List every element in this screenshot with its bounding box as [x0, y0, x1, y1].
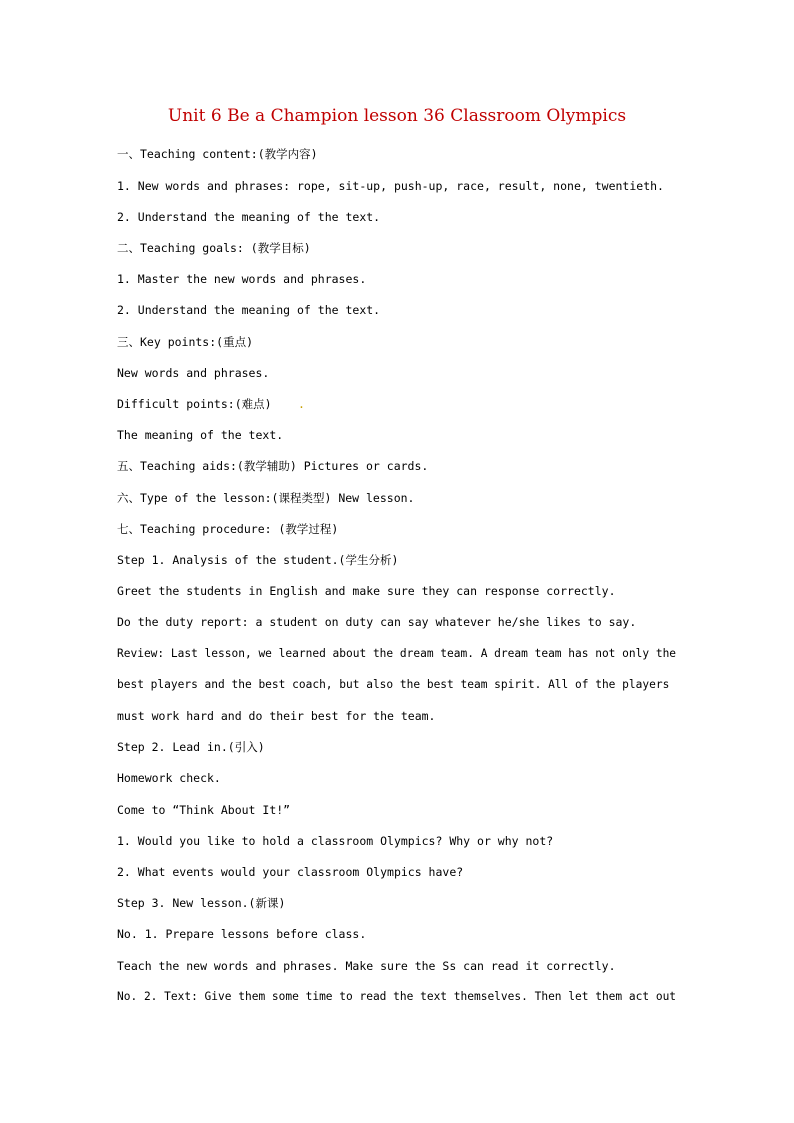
step-heading: Step 3. New lesson.(新课) [117, 896, 286, 910]
decorative-dot: . [298, 397, 305, 411]
section-heading: 七、Teaching procedure: (教学过程) [117, 522, 339, 536]
section-heading: 六、Type of the lesson:(课程类型) New lesson. [117, 491, 415, 505]
section-heading: 五、Teaching aids:(教学辅助) Pictures or cards. [117, 459, 429, 473]
text-line: No. 1. Prepare lessons before class. [117, 927, 367, 941]
text-line: No. 2. Text: Give them some time to read the text themselves. Then let them act out [117, 990, 677, 1003]
text-line: New words and phrases. [117, 366, 270, 380]
section-heading: Difficult points:(难点) [117, 397, 272, 411]
text-line: best players and the best coach, but also the best team spirit. All of the players [117, 678, 670, 691]
text-line: Greet the students in English and make sure they can response correctly. [117, 584, 616, 598]
text-line: Homework check. [117, 771, 221, 785]
step-heading: Step 1. Analysis of the student.(学生分析) [117, 553, 399, 567]
text-line: 1. Would you like to hold a classroom Olympics? Why or why not? [117, 834, 554, 848]
text-line: Come to “Think About It!” [117, 803, 291, 817]
text-line: Teach the new words and phrases. Make sure the Ss can read it correctly. [117, 959, 616, 973]
text-line: 1. New words and phrases: rope, sit-up, push-up, race, result, none, twentieth. [117, 179, 664, 193]
text-line: 1. Master the new words and phrases. [117, 272, 367, 286]
text-line: 2. Understand the meaning of the text. [117, 303, 381, 317]
step-heading: Step 2. Lead in.(引入) [117, 740, 265, 754]
text-line: must work hard and do their best for the team. [117, 709, 436, 723]
section-heading: 三、Key points:(重点) [117, 335, 254, 349]
section-heading: 二、Teaching goals: (教学目标) [117, 241, 311, 255]
text-line: Do the duty report: a student on duty can say whatever he/she likes to say. [117, 615, 637, 629]
text-line: Review: Last lesson, we learned about the dream team. A dream team has not only the [117, 647, 677, 660]
text-line: 2. Understand the meaning of the text. [117, 210, 381, 224]
text-line: The meaning of the text. [117, 428, 284, 442]
text-line: 2. What events would your classroom Olympics have? [117, 865, 464, 879]
document-title: Unit 6 Be a Champion lesson 36 Classroom Olympics [167, 106, 627, 126]
section-heading: 一、Teaching content:(教学内容) [117, 147, 318, 161]
